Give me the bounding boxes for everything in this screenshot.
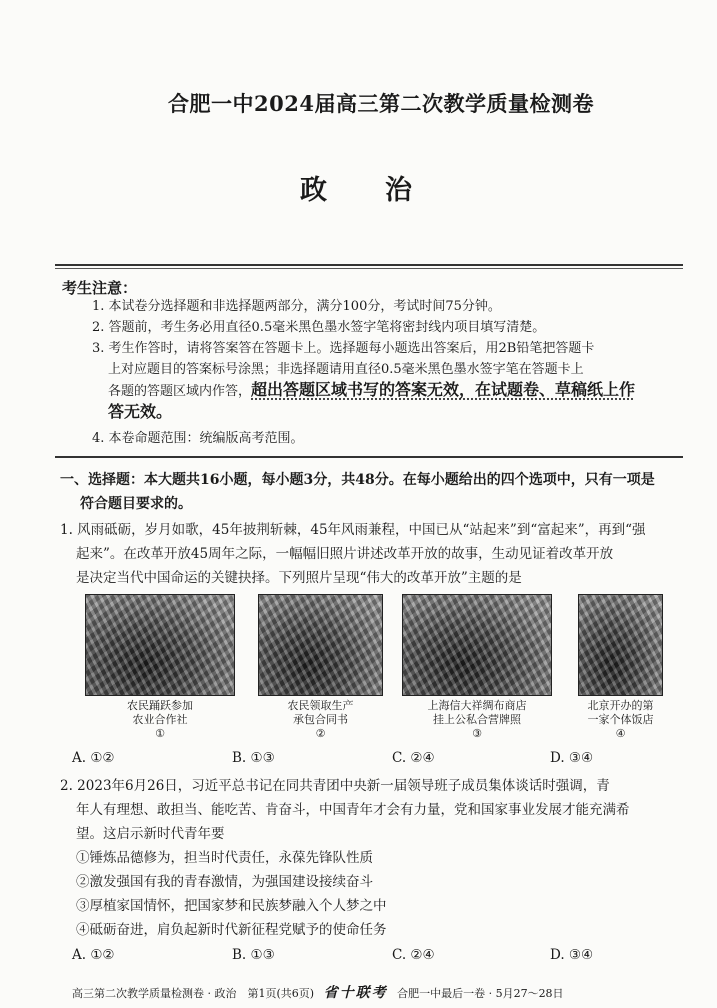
q2-choice-1: ①锤炼品德修为，担当时代责任，永葆先锋队性质	[76, 850, 373, 866]
section-heading	[60, 468, 690, 516]
q1-photo-2	[258, 594, 383, 741]
footer-left: 高三第二次教学质量检测卷 · 政治 第1页(共6页)	[72, 987, 315, 1000]
photo-caption-1	[85, 699, 235, 741]
caption-3-line-2: 挂上公私合营牌照	[433, 713, 521, 726]
q1-line-2: 起来”。在改革开放45周年之际，一幅幅旧照片讲述改革开放的故事，生动见证着改革开放	[76, 546, 614, 562]
caption-3-line-1: 上海信大祥绸布商店	[427, 699, 527, 712]
notice-item-4: 4. 本卷命题范围：统编版高考范围。	[92, 431, 304, 446]
q2-option-b[interactable]: B. ①③	[232, 947, 275, 963]
notice-item-1: 1. 本试卷分选择题和非选择题两部分，满分100分，考试时间75分钟。	[92, 299, 501, 314]
question-1	[60, 518, 692, 590]
q1-photo-4	[578, 594, 663, 741]
q1-photo-3	[402, 594, 552, 741]
notice-item-3-end	[108, 402, 692, 424]
q1-option-a[interactable]: A. ①②	[72, 750, 115, 766]
q1-photo-1	[85, 594, 235, 741]
photo-image-4	[578, 594, 663, 696]
q1-option-d[interactable]: D. ③④	[550, 750, 594, 766]
divider-top-thin	[55, 268, 683, 269]
caption-1-line-1: 农民踊跃参加	[127, 699, 193, 712]
section-line-1: 一、选择题：本大题共16小题，每小题3分，共48分。在每小题给出的四个选项中，只有一项是	[60, 472, 655, 488]
photo-caption-4	[578, 699, 663, 741]
subject-title: 政治	[300, 175, 470, 206]
q2-option-c[interactable]: C. ②④	[392, 947, 435, 963]
q1-option-c[interactable]: C. ②④	[392, 750, 435, 766]
caption-4-line-1: 北京开办的第	[587, 699, 654, 712]
exam-title: 合肥一中2024届高三第二次教学质量检测卷	[168, 91, 594, 116]
q2-option-d[interactable]: D. ③④	[550, 947, 594, 963]
caption-4-number: ④	[615, 727, 626, 740]
notice-item-2: 2. 答题前，考生务必用直径0.5毫米黑色墨水签字笔将密封线内项目填写清楚。	[92, 320, 546, 335]
q1-line-1: 1. 风雨砥砺，岁月如歌，45年披荆斩棘，45年风雨兼程，中国已从“站起来”到“富起来”，再到“强	[60, 522, 646, 538]
q1-line-3: 是决定当代中国命运的关键抉择。下列照片呈现“伟大的改革开放”主题的是	[76, 570, 522, 586]
q2-choice-3: ③厚植家国情怀，把国家梦和民族梦融入个人梦之中	[76, 898, 387, 914]
photo-image-1	[85, 594, 235, 696]
footer-right: 合肥一中最后一卷 · 5月27～28日	[397, 987, 564, 1000]
page-footer	[72, 982, 692, 1002]
q2-line-3: 望。这启示新时代青年要	[76, 826, 225, 842]
caption-1-number: ①	[155, 727, 165, 740]
q2-options	[72, 947, 672, 967]
notice-emphasis-end: 答无效。	[108, 404, 173, 421]
notice-item-3: 3. 考生作答时，请将答案答在答题卡上。选择题每小题选出答案后，用2B铅笔把答题卡	[92, 341, 595, 356]
divider-top	[55, 264, 683, 266]
q2-option-a[interactable]: A. ①②	[72, 947, 115, 963]
footer-brand: 省十联考	[323, 985, 388, 1001]
q2-line-1: 2. 2023年6月26日，习近平总书记在同共青团中央新一届领导班子成员集体谈话时强调，青	[60, 778, 610, 794]
q2-choice-4: ④砥砺奋进，肩负起新时代新征程党赋予的使命任务	[76, 922, 387, 938]
caption-1-line-2: 农业合作社	[132, 713, 188, 726]
section-line-2: 符合题目要求的。	[80, 496, 192, 512]
photo-caption-3	[402, 699, 552, 741]
caption-2-number: ②	[315, 727, 326, 740]
q1-photo-row	[85, 594, 665, 744]
notice-heading: 考生注意：	[62, 279, 138, 297]
divider-notice	[55, 456, 683, 458]
q2-choice-2: ②激发强国有我的青春激情，为强国建设接续奋斗	[76, 874, 373, 890]
photo-caption-2	[258, 699, 383, 741]
caption-4-line-2: 一家个体饭店	[587, 713, 654, 726]
photo-image-3	[402, 594, 552, 696]
notice-item-3-cont: 上对应题目的答案标号涂黑；非选择题请用直径0.5毫米黑色墨水签字笔在答题卡上	[108, 362, 584, 377]
caption-3-number: ③	[472, 727, 482, 740]
q1-option-b[interactable]: B. ①③	[232, 750, 275, 766]
notice-emphasis: 超出答题区域书写的答案无效，在试题卷、草稿纸上作	[251, 382, 636, 399]
notice-item-3-text: 各题的答题区域内作答，	[108, 384, 252, 399]
q1-options	[72, 750, 672, 770]
question-2	[60, 774, 692, 942]
caption-2-line-2: 承包合同书	[293, 713, 348, 726]
q2-line-2: 年人有理想、敢担当、能吃苦、肯奋斗，中国青年才会有力量，党和国家事业发展才能充满希	[76, 802, 630, 818]
photo-image-2	[258, 594, 383, 696]
caption-2-line-1: 农民领取生产	[287, 699, 354, 712]
notice-item-3-cont2	[108, 380, 692, 402]
